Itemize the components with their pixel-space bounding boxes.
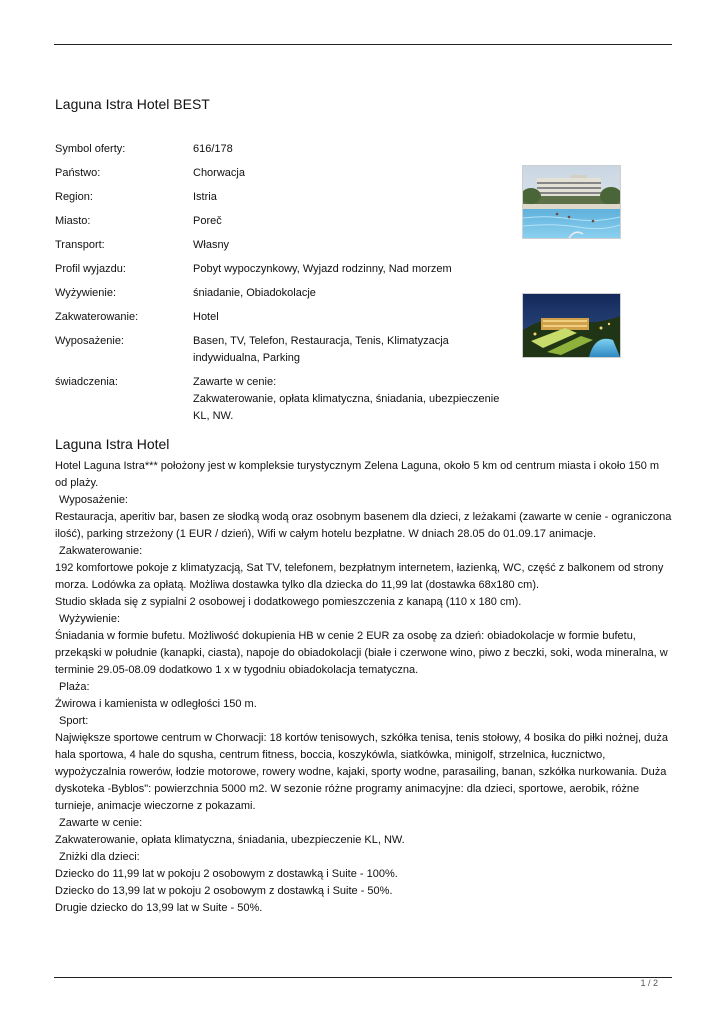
- spec-value: Własny: [193, 239, 230, 251]
- hotel-description: [55, 458, 673, 917]
- section-paragraph: 192 komfortowe pokoje z klimatyzacją, Sat TV, telefonem, bezpłatnym internetem, łazienką, WC, część z balkonem od strony morza. Lodówka za opłatą. Możliwa dostawka tylko dla dziecka do 11,99 lat (dostawka 68x180 cm).: [55, 562, 664, 591]
- page-title: Laguna Istra Hotel BEST: [55, 96, 210, 112]
- spec-value: Basen, TV, Telefon, Restauracja, Tenis, Klimatyzacja indywidualna, Parking: [193, 335, 449, 364]
- section-paragraph: Śniadania w formie bufetu. Możliwość dokupienia HB w cenie 2 EUR za osobę za dzień: obiadokolacje w formie bufetu, przekąski w południe (kanapki, ciasta), napoje do obiadokolacji (białe i czerwone wino, piwo z beczki, soki, woda mineralna, w terminie 29.05-08.09 dodatkowo 1 x w tygodniu obiadokolacja tematyczna.: [55, 630, 668, 676]
- page-number: 1 / 2: [640, 978, 658, 988]
- spec-row-symbol: [55, 141, 515, 165]
- section-paragraph: Dziecko do 11,99 lat w pokoju 2 osobowym z dostawką i Suite - 100%.: [55, 868, 398, 880]
- spec-value-line: Zakwaterowanie, opłata klimatyczna, śniadania, ubezpieczenie KL, NW.: [193, 393, 500, 422]
- spec-label: Wyposażenie:: [55, 335, 124, 347]
- spec-label: Wyżywienie:: [55, 287, 117, 299]
- spec-label: Miasto:: [55, 215, 91, 227]
- section-heading-board: Wyżywienie:: [59, 613, 121, 625]
- spec-value: śniadanie, Obiadokolacje: [193, 287, 316, 299]
- section-paragraph: Dziecko do 13,99 lat w pokoju 2 osobowym z dostawką i Suite - 50%.: [55, 885, 393, 897]
- section-paragraph: Drugie dziecko do 13,99 lat w Suite - 50%.: [55, 902, 263, 914]
- section-paragraph: Zakwaterowanie, opłata klimatyczna, śniadania, ubezpieczenie KL, NW.: [55, 834, 405, 846]
- spec-value: Poreč: [193, 215, 222, 227]
- spec-value: Chorwacja: [193, 167, 245, 179]
- spec-row-trip-profile: [55, 261, 515, 285]
- spec-label: Zakwaterowanie:: [55, 311, 139, 323]
- spec-value: Istria: [193, 191, 217, 203]
- spec-row-board: [55, 285, 515, 309]
- bottom-rule: [54, 977, 672, 978]
- section-heading-included: Zawarte w cenie:: [59, 817, 143, 829]
- spec-label: świadczenia:: [55, 376, 118, 388]
- spec-value-line: Zawarte w cenie:: [193, 376, 277, 388]
- intro-paragraph: Hotel Laguna Istra*** położony jest w kompleksie turystycznym Zelena Laguna, około 5 km od centrum miasta i około 150 m od plaży.: [55, 460, 660, 489]
- spec-row-accommodation: [55, 309, 515, 333]
- spec-row-transport: [55, 237, 515, 261]
- section-heading-sport: Sport:: [59, 715, 89, 727]
- section-paragraph: Żwirowa i kamienista w odległości 150 m.: [55, 698, 257, 710]
- spec-label: Profil wyjazdu:: [55, 263, 126, 275]
- section-paragraph: Restauracja, aperitiv bar, basen ze słodką wodą oraz osobnym basenem dla dzieci, z leżakami (zawarte w cenie - ograniczona ilość), parking strzeżony (1 EUR / dzień), Wifi w całym hotelu bezpłatne. W dniach 28.05 do 01.09.17 animacje.: [55, 511, 672, 540]
- hotel-night-photo: [522, 293, 621, 358]
- spec-label: Państwo:: [55, 167, 101, 179]
- hotel-section-title: Laguna Istra Hotel: [55, 436, 170, 452]
- spec-label: Region:: [55, 191, 93, 203]
- section-paragraph: Największe sportowe centrum w Chorwacji: 18 kortów tenisowych, szkółka tenisa, tenis stołowy, 4 bosika do piłki nożnej, duża hala sportowa, 4 hale do squsha, centrum fitness, boccia, koszykówla, siatkówka, minigolf, strzelnica, łucznictwo, wypożyczalnia rowerów, łodzie motorowe, rowery wodne, kajaki, sporty wodne, parasailing, banan, szkółka nurkowania. Duża dyskoteka -Byblos": powierzchnia 5000 m2. W sezonie różne programy animacyjne: dla dzieci, sportowe, aerobik, różne turnieje, animacje wieczorne z pokazami.: [55, 732, 669, 812]
- section-heading-beach: Plaża:: [59, 681, 90, 693]
- spec-label: Symbol oferty:: [55, 143, 126, 155]
- spec-row-city: [55, 213, 515, 237]
- hotel-pool-photo: [522, 165, 621, 239]
- section-heading-facilities: Wyposażenie:: [59, 494, 128, 506]
- top-rule: [54, 44, 672, 45]
- spec-row-country: [55, 165, 515, 189]
- spec-row-region: [55, 189, 515, 213]
- offer-specs: [55, 141, 515, 425]
- spec-value: [193, 374, 505, 425]
- spec-value: Hotel: [193, 311, 219, 323]
- spec-label: Transport:: [55, 239, 105, 251]
- spec-value: 616/178: [193, 143, 233, 155]
- section-heading-accommodation: Zakwaterowanie:: [59, 545, 143, 557]
- spec-row-facilities: [55, 333, 515, 374]
- section-heading-child-discounts: Zniżki dla dzieci:: [59, 851, 140, 863]
- section-paragraph: Studio składa się z sypialni 2 osobowej i dodatkowego pomieszczenia z kanapą (110 x 180 cm).: [55, 596, 522, 608]
- spec-value: Pobyt wypoczynkowy, Wyjazd rodzinny, Nad morzem: [193, 263, 452, 275]
- spec-row-services: [55, 374, 515, 425]
